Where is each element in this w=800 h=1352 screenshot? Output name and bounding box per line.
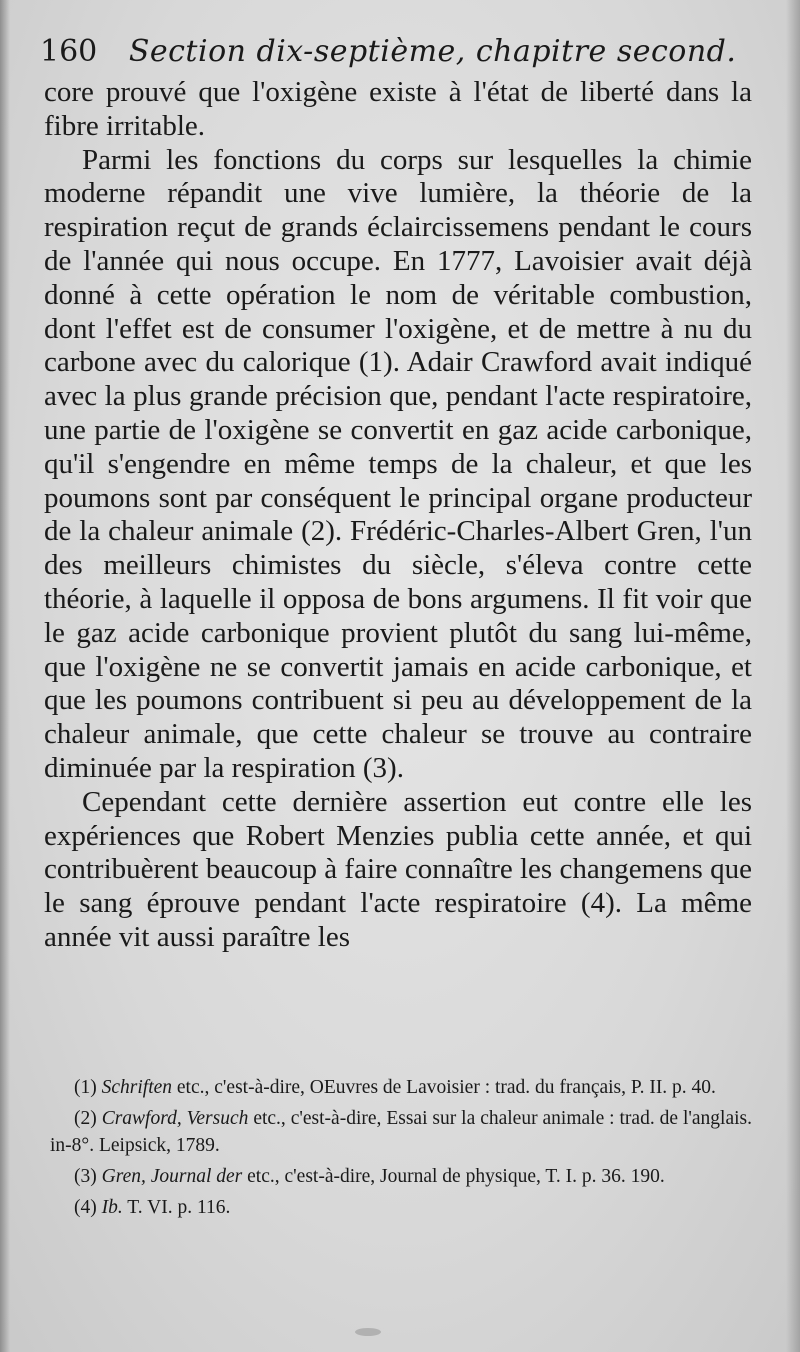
footnote-text: T. VI. p. 116. xyxy=(127,1197,231,1218)
page-shadow-left xyxy=(0,0,10,1352)
footnote-mark: (3) xyxy=(74,1166,97,1187)
ink-smudge xyxy=(355,1328,381,1336)
running-title: Section dix-septième, chapitre second. xyxy=(128,34,737,69)
footnote xyxy=(50,1163,752,1190)
page-number: 160 xyxy=(40,34,98,69)
footnote-text: etc., c'est-à-dire, Essai sur la chaleur animale : trad. de l'anglais. in-8°. Leipsick, 1789. xyxy=(50,1108,753,1156)
footnote-mark: (2) xyxy=(74,1108,97,1129)
footnote-mark: (4) xyxy=(74,1197,97,1218)
footnote-ref: Gren, Journal der xyxy=(101,1166,243,1187)
footnotes xyxy=(50,1074,752,1225)
page-shadow-right xyxy=(786,0,800,1352)
footnote xyxy=(50,1074,752,1101)
footnote-ref: Ib. xyxy=(101,1197,123,1218)
footnote-text: etc., c'est-à-dire, OEuvres de Lavoisier : trad. du français, P. II. p. 40. xyxy=(176,1077,716,1098)
running-header xyxy=(40,34,740,70)
paragraph-continued: core prouvé que l'oxigène existe à l'état de liberté dans la fibre irritable. xyxy=(44,76,752,142)
footnote xyxy=(50,1105,752,1159)
footnote xyxy=(50,1194,752,1221)
paragraph: Parmi les fonctions du corps sur lesquelles la chimie moderne répandit une vive lumière, la théorie de la respiration reçut de grands éclaircissemens pendant le cours de l'année qui nous occupe. En 1777, Lavoisier avait déjà donné à cette opération le nom de véritable combustion, dont l'effet est de consumer l'oxigène, et de mettre à nu du carbone avec du calorique (1). Adair Crawford avait indiqué avec la plus grande précision que, pendant l'acte respiratoire, une partie de l'oxigène se convertit en gaz acide carbonique, qu'il s'engendre en même temps de la chaleur, et que les poumons sont par conséquent le principal organe producteur de la chaleur animale (2). Frédéric-Charles-Albert Gren, l'un des meilleurs chimistes du siècle, s'éleva contre cette théorie, à laquelle il opposa de bons argumens. Il fit voir que le gaz acide carbonique provient plutôt du sang lui-même, que l'oxigène ne se convertit jamais en acide carbonique, et que les poumons contribuent si peu au développement de la chaleur animale, que cette chaleur se trouve au contraire diminuée par la respiration (3). xyxy=(44,143,752,784)
footnote-ref: Crawford, Versuch xyxy=(101,1108,249,1129)
footnote-ref: Schriften xyxy=(101,1077,173,1098)
footnote-text: etc., c'est-à-dire, Journal de physique, T. I. p. 36. 190. xyxy=(247,1166,665,1187)
footnote-mark: (1) xyxy=(74,1077,97,1098)
paragraph: Cependant cette dernière assertion eut contre elle les expériences que Robert Menzies publia cette année, et qui contribuèrent beaucoup à faire connaître les changemens que le sang éprouve pendant l'acte respiratoire (4). La même année vit aussi paraître les xyxy=(44,785,752,953)
main-text xyxy=(44,76,752,955)
